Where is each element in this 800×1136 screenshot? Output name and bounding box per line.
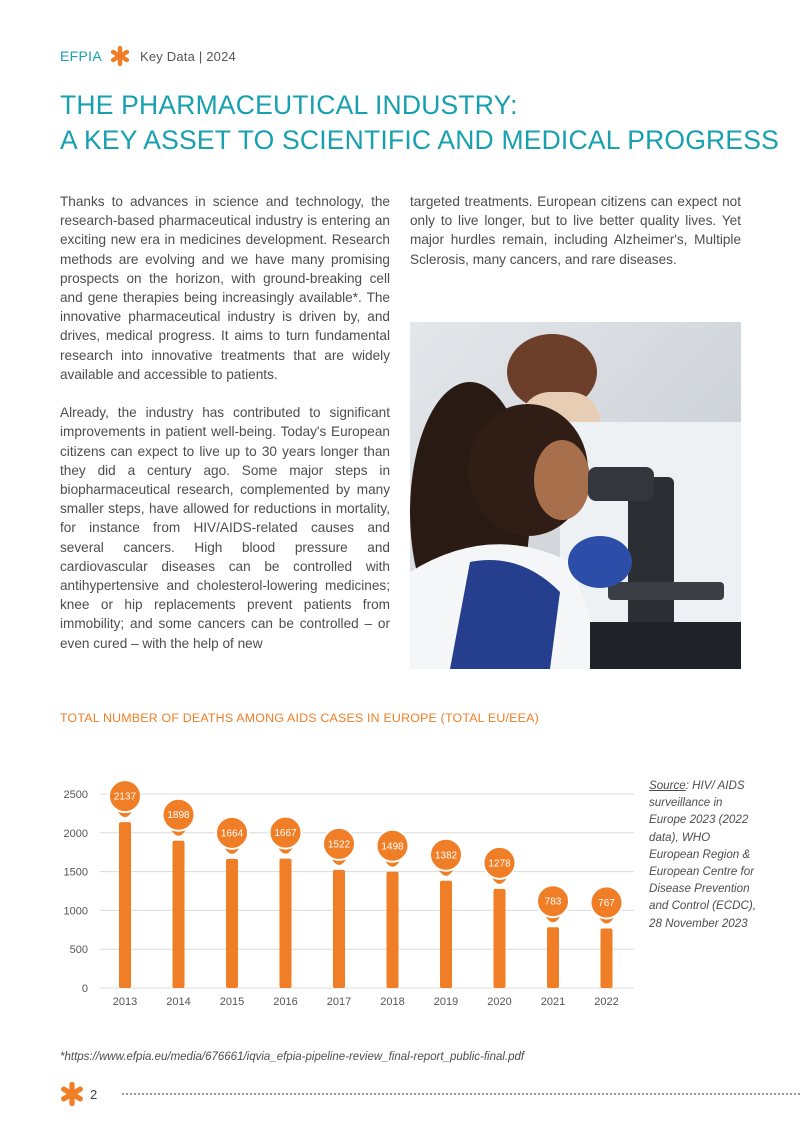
data-label: 767 [598, 897, 615, 909]
y-tick-label: 2500 [63, 789, 88, 801]
page-header [60, 44, 236, 68]
source-label: Source [649, 779, 686, 792]
bar [119, 822, 131, 988]
asterisk-icon [110, 46, 130, 66]
brand-name: EFPIA [60, 48, 102, 64]
data-label: 1664 [220, 828, 244, 840]
x-tick-label: 2021 [540, 996, 566, 1008]
data-label: 1498 [381, 841, 404, 853]
scientist-microscope-photo [410, 322, 741, 669]
bar [601, 928, 613, 988]
x-tick-label: 2022 [594, 996, 619, 1008]
text-column-left [60, 192, 390, 672]
paragraph-1: Thanks to advances in science and technology, the research-based pharmaceutical industry is entering an exciting new era in medicines development. Research methods are evolving and we have many promising prospects on the horizon, with ground-breaking cell and gene therapies being increasingly available*. The innovative pharmaceutical industry is driven by, and drives, medical progress. It aims to turn fundamental research into innovative treatments that are widely available and accessible to patients. [60, 194, 390, 382]
asterisk-icon [60, 1082, 84, 1106]
chart-source [649, 777, 761, 932]
x-tick-label: 2016 [273, 996, 298, 1008]
source-text: : HIV/ AIDS surveillance in Europe 2023 (2022 data), WHO European Region & European Centre for Disease Prevention and Control (ECDC), 28 November 2023 [649, 779, 756, 930]
x-tick-label: 2020 [487, 996, 512, 1008]
page-number: 2 [90, 1086, 98, 1102]
bar [226, 859, 238, 988]
x-tick-label: 2014 [166, 996, 191, 1008]
bar [440, 881, 452, 988]
bar [333, 870, 345, 988]
page-footer [60, 1080, 800, 1108]
text-column-right [410, 192, 741, 288]
x-tick-label: 2019 [433, 996, 459, 1008]
title-line-2: A KEY ASSET TO SCIENTIFIC AND MEDICAL PROGRESS [60, 125, 780, 155]
data-label: 1382 [434, 850, 458, 862]
x-tick-label: 2015 [219, 996, 245, 1008]
x-tick-label: 2017 [326, 996, 352, 1008]
data-label: 783 [544, 896, 562, 908]
y-tick-label: 1000 [63, 905, 88, 918]
y-tick-label: 1500 [63, 866, 88, 879]
title-line-1: THE PHARMACEUTICAL INDUSTRY: [60, 90, 518, 120]
page-title [60, 88, 780, 158]
bar [387, 872, 399, 988]
data-label: 2137 [113, 791, 137, 803]
x-tick-label: 2013 [112, 996, 138, 1008]
report-subtitle: Key Data | 2024 [139, 48, 236, 64]
paragraph-3: targeted treatments. European citizens can expect not only to live longer, but to live better quality lives. Yet major hurdles remain, including Alzheimer's, Multiple Sclerosis, many cancers, and rare diseases. [410, 194, 741, 267]
data-label: 1522 [327, 839, 351, 851]
y-tick-label: 2000 [63, 827, 88, 840]
y-tick-label: 500 [69, 944, 88, 957]
data-label: 1667 [274, 828, 297, 840]
y-tick-label: 0 [81, 983, 88, 995]
dotted-divider [122, 1093, 800, 1095]
bar [280, 859, 292, 988]
footnote: *https://www.efpia.eu/media/676661/iqvia_efpia-pipeline-review_final-report_public-final.pdf [60, 1051, 525, 1063]
data-label: 1278 [488, 858, 511, 870]
bar [547, 927, 559, 988]
bar [173, 841, 185, 988]
deaths-bar-chart [56, 770, 636, 1020]
chart-title: TOTAL NUMBER OF DEATHS AMONG AIDS CASES IN EUROPE (TOTAL EU/EEA) [60, 711, 539, 725]
data-label: 1898 [167, 810, 190, 822]
x-tick-label: 2018 [380, 996, 405, 1008]
paragraph-2: Already, the industry has contributed to significant improvements in patient well-being. Today's European citizens can expect to live up to 30 years longer than they did a century ago. Some major steps in biopharmaceutical research, complemented by many smaller steps, have allowed for reductions in mortality, for instance from HIV/AIDS-related causes and several cancers. High blood pressure and cardiovascular diseases can be controlled with antihypertensive and cholesterol-lowering medicines; knee or hip replacements prevent patients from immobility; and some cancers can be controlled – or even cured – with the help of new [60, 405, 390, 651]
bar [494, 889, 506, 988]
